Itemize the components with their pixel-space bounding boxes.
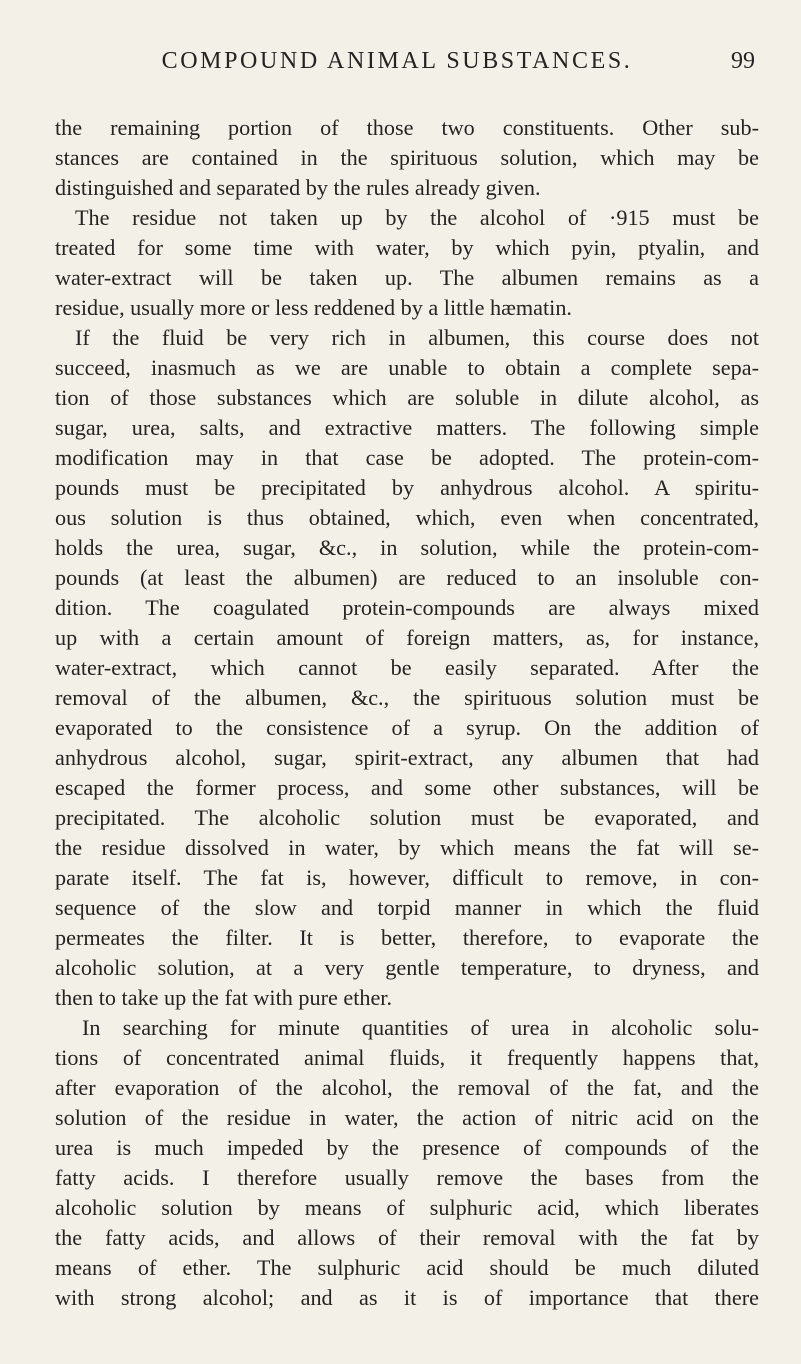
text-line: treated for some time with water, by which pyin, ptyalin, and — [55, 235, 759, 260]
text-line: In searching for minute quantities of urea in alcoholic solu- — [82, 1015, 759, 1040]
text-line: precipitated. The alcoholic solution must be evaporated, and — [55, 805, 759, 830]
text-line: water-extract will be taken up. The albumen remains as a — [55, 265, 759, 290]
text-line: water-extract, which cannot be easily separated. After the — [55, 655, 759, 680]
text-line: succeed, inasmuch as we are unable to obtain a complete sepa- — [55, 355, 759, 380]
text-line: dition. The coagulated protein-compounds are always mixed — [55, 595, 759, 620]
text-line: up with a certain amount of foreign matters, as, for instance, — [55, 625, 759, 650]
text-line: sugar, urea, salts, and extractive matters. The following simple — [55, 415, 759, 440]
text-line: If the fluid be very rich in albumen, this course does not — [75, 325, 759, 350]
text-line: pounds (at least the albumen) are reduced to an insoluble con- — [55, 565, 759, 590]
text-line: holds the urea, sugar, &c., in solution, while the protein-com- — [55, 535, 759, 560]
running-head: COMPOUND ANIMAL SUBSTANCES. — [161, 48, 633, 74]
text-line: parate itself. The fat is, however, difficult to remove, in con- — [55, 865, 759, 890]
text-line: tions of concentrated animal fluids, it frequently happens that, — [55, 1045, 759, 1070]
text-line: stances are contained in the spirituous solution, which may be — [55, 145, 759, 170]
page-number: 99 — [731, 48, 755, 74]
text-line: fatty acids. I therefore usually remove the bases from the — [55, 1165, 759, 1190]
text-line: The residue not taken up by the alcohol of ·915 must be — [75, 205, 759, 230]
text-line: the residue dissolved in water, by which means the fat will se- — [55, 835, 759, 860]
text-line: pounds must be precipitated by anhydrous alcohol. A spiritu- — [55, 475, 759, 500]
text-line: permeates the filter. It is better, therefore, to evaporate the — [55, 925, 759, 950]
text-line: urea is much impeded by the presence of compounds of the — [55, 1135, 759, 1160]
text-line: then to take up the fat with pure ether. — [55, 985, 393, 1010]
text-line: evaporated to the consistence of a syrup. On the addition of — [55, 715, 759, 740]
text-line: after evaporation of the alcohol, the removal of the fat, and the — [55, 1075, 759, 1100]
text-line: tion of those substances which are soluble in dilute alcohol, as — [55, 385, 759, 410]
page-header — [0, 48, 801, 88]
text-line: residue, usually more or less reddened by a little hæmatin. — [55, 295, 572, 320]
text-line: modification may in that case be adopted. The protein-com- — [55, 445, 759, 470]
body-text — [55, 113, 759, 1313]
text-line: with strong alcohol; and as it is of importance that there — [55, 1285, 759, 1310]
text-line: escaped the former process, and some other substances, will be — [55, 775, 759, 800]
text-line: ous solution is thus obtained, which, even when concentrated, — [55, 505, 759, 530]
text-line: means of ether. The sulphuric acid should be much diluted — [55, 1255, 759, 1280]
text-line: distinguished and separated by the rules already given. — [55, 175, 541, 200]
text-line: sequence of the slow and torpid manner in which the fluid — [55, 895, 759, 920]
text-line: the fatty acids, and allows of their removal with the fat by — [55, 1225, 759, 1250]
text-line: alcoholic solution, at a very gentle temperature, to dryness, and — [55, 955, 759, 980]
text-line: anhydrous alcohol, sugar, spirit-extract, any albumen that had — [55, 745, 759, 770]
text-line: the remaining portion of those two constituents. Other sub- — [55, 115, 759, 140]
text-line: alcoholic solution by means of sulphuric acid, which liberates — [55, 1195, 759, 1220]
text-line: removal of the albumen, &c., the spirituous solution must be — [55, 685, 759, 710]
text-line: solution of the residue in water, the action of nitric acid on the — [55, 1105, 759, 1130]
